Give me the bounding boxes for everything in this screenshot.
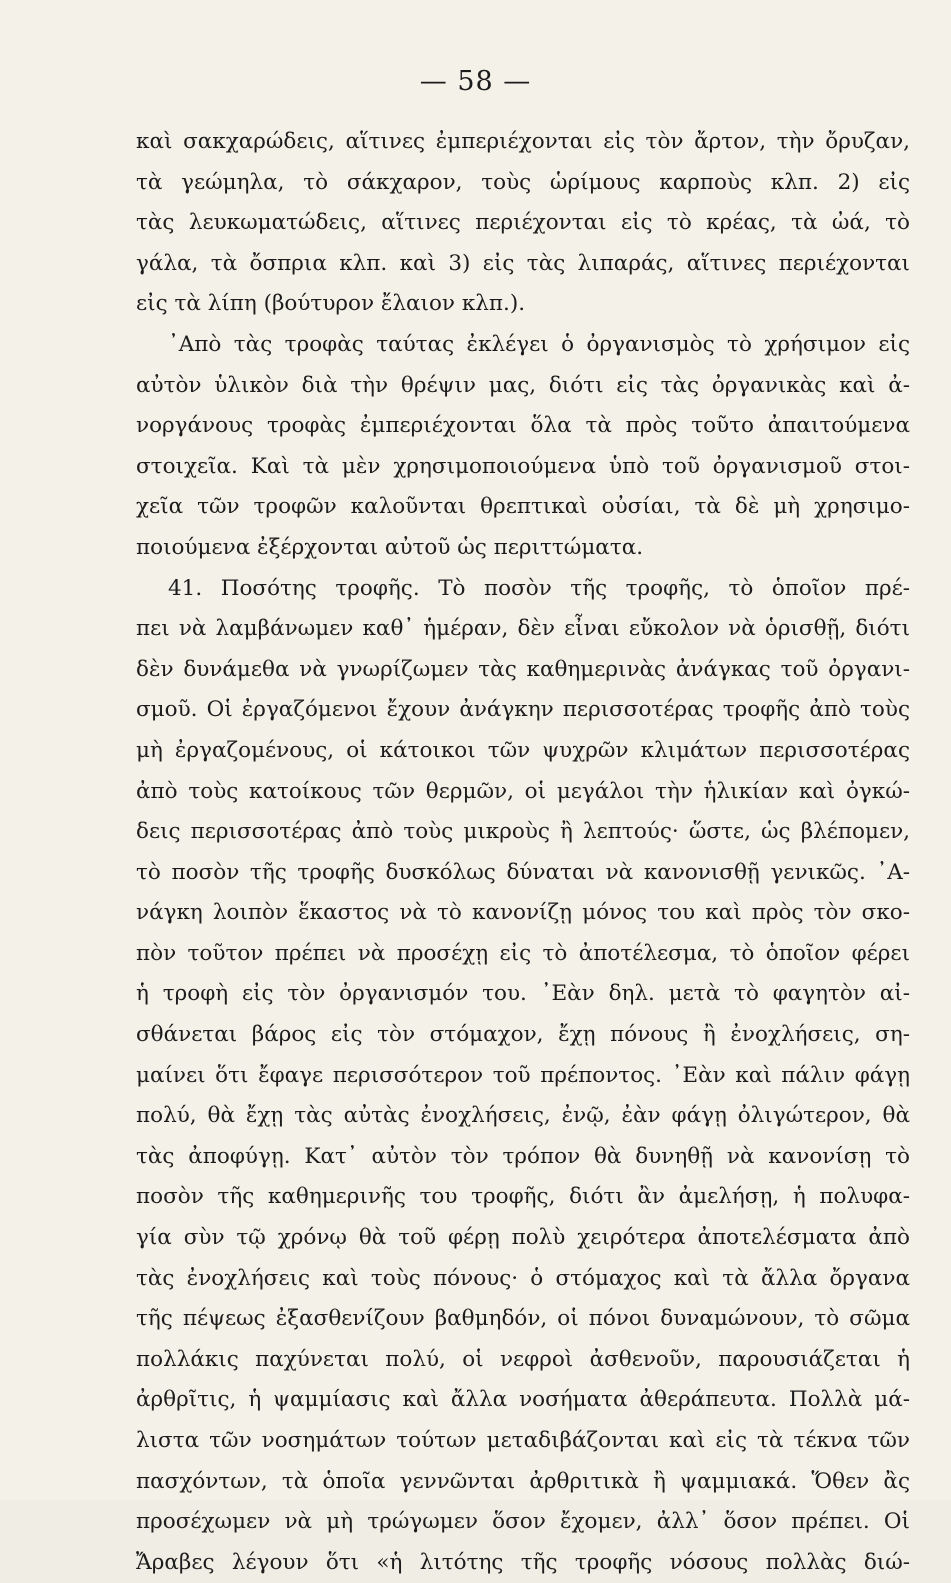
text-line: στοιχεῖα. Καὶ τὰ μὲν χρησιμοποιούμενα ὑπὸ τοῦ ὀργανισμοῦ στοι- bbox=[136, 453, 910, 479]
text-line: ᾿Απὸ τὰς τροφὰς ταύτας ἐκλέγει ὁ ὀργανισμὸς τὸ χρήσιμον εἰς bbox=[168, 331, 910, 357]
text-line: ἀπὸ τοὺς κατοίκους τῶν θερμῶν, οἱ μεγάλοι τὴν ἡλικίαν καὶ ὀγκώ- bbox=[136, 778, 910, 804]
text-line: εἰς τὰ λίπη (βούτυρον ἔλαιον κλπ.). bbox=[136, 291, 526, 317]
text-line: πει νὰ λαμβάνωμεν καθ᾿ ἡμέραν, δὲν εἶναι εὔκολον νὰ ὁρισθῇ, διότι bbox=[136, 616, 910, 642]
text-line: νοργάνους τροφὰς ἐμπεριέχονται ὅλα τὰ πρὸς τοῦτο ἀπαιτούμενα bbox=[136, 413, 910, 439]
text-line: ἡ τροφὴ εἰς τὸν ὀργανισμόν του. ᾿Εὰν δηλ. μετὰ τὸ φαγητὸν αἰ- bbox=[136, 981, 910, 1007]
text-line: δεις περισσοτέρας ἀπὸ τοὺς μικροὺς ἢ λεπτούς· ὥστε, ὡς βλέπομεν, bbox=[136, 819, 910, 845]
text-line: τὰς λευκωματώδεις, αἵτινες περιέχονται εἰς τὸ κρέας, τὰ ὠά, τὸ bbox=[136, 210, 910, 236]
text-line: πασχόντων, τὰ ὁποῖα γεννῶνται ἀρθριτικὰ ἢ ψαμμιακά. Ὅθεν ἂς bbox=[136, 1468, 910, 1494]
text-line: καὶ σακχαρώδεις, αἵτινες ἐμπεριέχονται εἰς τὸν ἄρτον, τὴν ὄρυζαν, bbox=[136, 129, 910, 154]
text-line: γάλα, τὰ ὄσπρια κλπ. καὶ 3) εἰς τὰς λιπαράς, αἵτινες περιέχονται bbox=[136, 250, 910, 276]
text-line: προσέχωμεν νὰ μὴ τρώγωμεν ὅσον ἔχομεν, ἀλλ᾿ ὅσον πρέπει. Οἱ bbox=[136, 1509, 910, 1535]
text-line: Ἄραβες λέγουν ὅτι «ἡ λιτότης τῆς τροφῆς νόσους πολλὰς διώ- bbox=[136, 1549, 910, 1575]
text-line: 41. Ποσότης τροφῆς. Τὸ ποσὸν τῆς τροφῆς, τὸ ὁποῖον πρέ- bbox=[168, 575, 910, 601]
text-line: τὸ ποσὸν τῆς τροφῆς δυσκόλως δύναται νὰ κανονισθῇ γενικῶς. ᾿Α- bbox=[136, 859, 910, 885]
text-line: μὴ ἐργαζομένους, οἱ κάτοικοι τῶν ψυχρῶν κλιμάτων περισσοτέρας bbox=[136, 737, 910, 763]
text-line: νάγκη λοιπὸν ἕκαστος νὰ τὸ κανονίζῃ μόνος του καὶ πρὸς τὸν σκο- bbox=[136, 900, 910, 926]
text-line: πολύ, θὰ ἔχῃ τὰς αὐτὰς ἐνοχλήσεις, ἐνῷ, ἐὰν φάγῃ ὀλιγώτερον, θὰ bbox=[136, 1103, 910, 1129]
text-line: τὰς ἀποφύγῃ. Κατ᾿ αὐτὸν τὸν τρόπον θὰ δυνηθῇ νὰ κανονίσῃ τὸ bbox=[136, 1143, 910, 1169]
page-number-header: — 58 — bbox=[419, 66, 532, 97]
text-line: μαίνει ὅτι ἔφαγε περισσότερον τοῦ πρέποντος. ᾿Εὰν καὶ πάλιν φάγῃ bbox=[136, 1062, 910, 1088]
text-line: λιστα τῶν νοσημάτων τούτων μεταδιβάζονται καὶ εἰς τὰ τέκνα τῶν bbox=[136, 1428, 910, 1453]
text-line: σμοῦ. Οἱ ἐργαζόμενοι ἔχουν ἀνάγκην περισσοτέρας τροφῆς ἀπὸ τοὺς bbox=[136, 697, 910, 723]
text-line: δὲν δυνάμεθα νὰ γνωρίζωμεν τὰς καθημερινὰς ἀνάγκας τοῦ ὀργανι- bbox=[136, 656, 910, 682]
text-line: τὰ γεώμηλα, τὸ σάκχαρον, τοὺς ὡρίμους καρποὺς κλπ. 2) εἰς bbox=[136, 169, 910, 195]
body-text bbox=[136, 122, 910, 1583]
text-line: πολλάκις παχύνεται πολύ, οἱ νεφροὶ ἀσθενοῦν, παρουσιάζεται ἡ bbox=[136, 1346, 910, 1372]
text-line: ἀρθρῖτις, ἡ ψαμμίασις καὶ ἄλλα νοσήματα ἀθεράπευτα. Πολλὰ μά- bbox=[136, 1387, 910, 1413]
text-line: τὰς ἐνοχλήσεις καὶ τοὺς πόνους· ὁ στόμαχος καὶ τὰ ἄλλα ὄργανα bbox=[136, 1265, 910, 1291]
text-line: πὸν τοῦτον πρέπει νὰ προσέχῃ εἰς τὸ ἀποτέλεσμα, τὸ ὁποῖον φέρει bbox=[136, 940, 910, 966]
text-line: γία σὺν τῷ χρόνῳ θὰ τοῦ φέρῃ πολὺ χειρότερα ἀποτελέσματα ἀπὸ bbox=[136, 1225, 910, 1251]
text-line: τῆς πέψεως ἐξασθενίζουν βαθμηδόν, οἱ πόνοι δυναμώνουν, τὸ σῶμα bbox=[136, 1306, 910, 1332]
text-line: ποσὸν τῆς καθημερινῆς του τροφῆς, διότι ἂν ἀμελήσῃ, ἡ πολυφα- bbox=[136, 1184, 910, 1210]
text-line: χεῖα τῶν τροφῶν καλοῦνται θρεπτικαὶ οὐσίαι, τὰ δὲ μὴ χρησιμο- bbox=[136, 494, 910, 520]
text-line: ποιούμενα ἐξέρχονται αὐτοῦ ὡς περιττώματα. bbox=[136, 534, 644, 560]
text-line: σθάνεται βάρος εἰς τὸν στόμαχον, ἔχῃ πόνους ἢ ἐνοχλήσεις, ση- bbox=[136, 1022, 910, 1048]
text-line: αὐτὸν ὑλικὸν διὰ τὴν θρέψιν μας, διότι εἰς τὰς ὀργανικὰς καὶ ἀ- bbox=[136, 372, 910, 398]
